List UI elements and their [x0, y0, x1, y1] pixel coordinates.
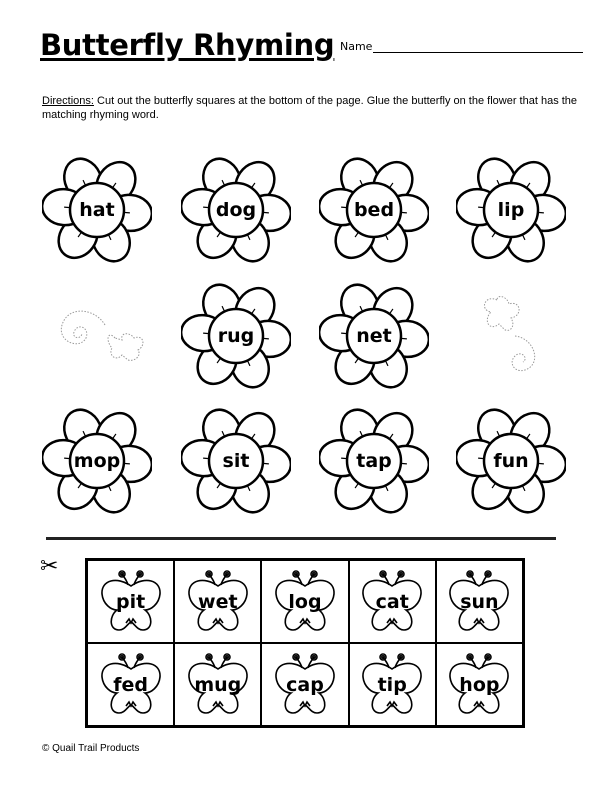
- cut-line-divider: [46, 537, 556, 540]
- butterfly-word: pit: [115, 591, 146, 613]
- flower: [181, 406, 291, 516]
- flower-word: hat: [79, 199, 115, 221]
- dotted-butterfly-swirl-icon: [475, 288, 555, 388]
- flower-word: fun: [493, 450, 529, 472]
- butterfly-word: hop: [459, 674, 500, 696]
- directions: [42, 94, 582, 122]
- scissors-icon: ✂: [40, 554, 59, 579]
- butterfly-word: cat: [375, 591, 409, 613]
- flower-word: mop: [73, 450, 121, 472]
- butterfly-word: wet: [198, 591, 238, 613]
- butterfly-card[interactable]: [261, 643, 348, 726]
- butterfly-card[interactable]: [349, 560, 436, 643]
- flower: [319, 406, 429, 516]
- name-label: Name: [340, 40, 373, 53]
- flower: [319, 281, 429, 391]
- directions-text: Cut out the butterfly squares at the bottom of the page. Glue the butterfly on the flower that has the matching rhyming word.: [42, 95, 578, 121]
- butterfly-card[interactable]: [174, 643, 261, 726]
- flower: [42, 406, 152, 516]
- butterfly-card[interactable]: [174, 560, 261, 643]
- butterfly-word: log: [288, 591, 322, 613]
- flower-word: lip: [497, 199, 525, 221]
- flower: [456, 155, 566, 265]
- flower-word: sit: [222, 450, 250, 472]
- butterfly-card[interactable]: [436, 560, 523, 643]
- page-title: Butterfly Rhyming: [40, 28, 335, 62]
- copyright: © Quail Trail Products: [42, 743, 140, 754]
- flower-word: rug: [217, 325, 255, 347]
- flower: [456, 406, 566, 516]
- flower-word: bed: [353, 199, 395, 221]
- directions-label: Directions:: [42, 95, 94, 107]
- butterfly-word: cap: [286, 674, 324, 696]
- name-field[interactable]: [373, 52, 583, 53]
- butterfly-card[interactable]: [436, 643, 523, 726]
- flower: [42, 155, 152, 265]
- butterfly-card[interactable]: [349, 643, 436, 726]
- flower-word: dog: [215, 199, 257, 221]
- butterfly-word: sun: [460, 591, 499, 613]
- flower: [181, 281, 291, 391]
- butterfly-word: mug: [194, 674, 242, 696]
- butterfly-cutout-grid: [85, 558, 525, 728]
- flower-word: tap: [356, 450, 392, 472]
- butterfly-word: fed: [113, 674, 148, 696]
- flower: [181, 155, 291, 265]
- flower: [319, 155, 429, 265]
- butterfly-card[interactable]: [87, 643, 174, 726]
- flower-word: net: [356, 325, 392, 347]
- butterfly-card[interactable]: [87, 560, 174, 643]
- butterfly-word: tip: [377, 674, 407, 696]
- dotted-butterfly-swirl-icon: [50, 300, 150, 370]
- butterfly-card[interactable]: [261, 560, 348, 643]
